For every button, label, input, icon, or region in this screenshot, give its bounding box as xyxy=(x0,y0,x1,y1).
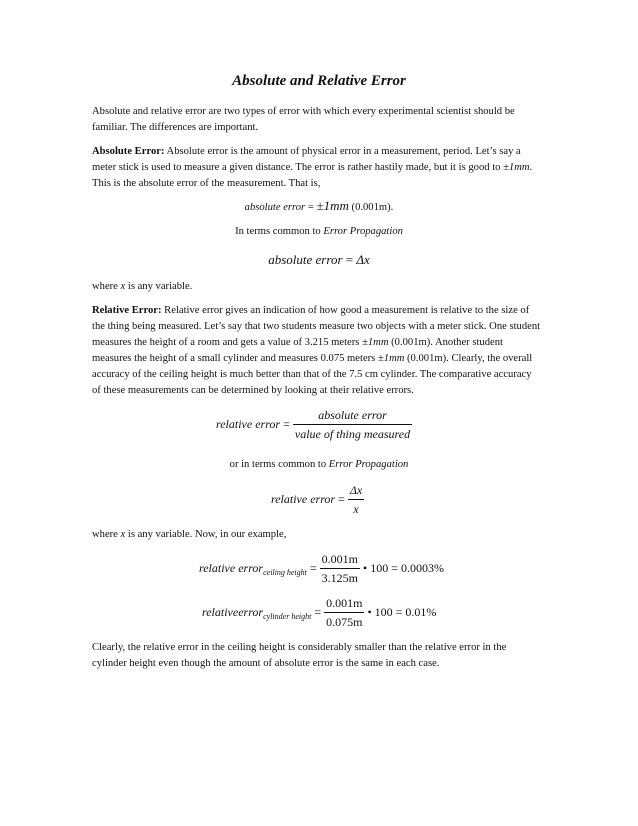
relative-error-paragraph xyxy=(92,303,542,399)
where-2-var: x xyxy=(120,529,126,540)
abs-eq-equals: = xyxy=(305,202,317,213)
conclusion-paragraph: Clearly, the relative error in the ceiling height is considerably smaller than the relative error in the cylinder height even though the amount of absolute error is the same in each case. xyxy=(92,642,507,669)
abs-delta-rhs: Δx xyxy=(356,252,370,267)
where-line-1 xyxy=(92,279,542,295)
cylinder-lhs: relativeerror xyxy=(202,604,264,619)
terms-line-2 xyxy=(0,457,638,473)
ceiling-denominator: 3.125m xyxy=(320,568,360,586)
terms-1-prefix: In terms common to xyxy=(235,226,324,237)
intro-paragraph: Absolute and relative error are two types of error with which every experimental scientist should be familiar. The differences are important. xyxy=(92,106,515,133)
abs-eq-value: ±1mm xyxy=(316,198,349,213)
rel-delta-numerator: Δx xyxy=(349,483,363,497)
relative-text-2: (0.001m). Another student measures the height of a small cylinder and measures 0.075 meters xyxy=(92,337,503,364)
where-1-var: x xyxy=(120,281,126,292)
cylinder-denominator: 0.075m xyxy=(324,612,364,630)
abs-eq-paren: (0.001m). xyxy=(348,202,394,213)
ceiling-example-equation xyxy=(199,552,444,586)
terms-1-italic: Error Propagation xyxy=(323,226,403,237)
relative-error-equation xyxy=(216,408,412,442)
cylinder-example-equation xyxy=(202,596,436,630)
absolute-delta-equation xyxy=(0,252,638,268)
terms-2-italic: Error Propagation xyxy=(328,459,409,470)
absolute-error-pm: ±1mm xyxy=(503,162,530,173)
relative-pm-b: ±1mm xyxy=(377,353,405,364)
where-1-post: is any variable. xyxy=(125,281,193,292)
absolute-error-equation xyxy=(0,198,638,216)
absolute-error-text-1: Absolute error is the amount of physical error in a measurement, period. Let’s say a meter stick is used to measure a given distance. The error is rather hastily made, but it is good to xyxy=(92,146,521,173)
rel-delta-denominator: x xyxy=(348,499,364,517)
absolute-error-text-2: . This is the absolute error of the measurement. That is, xyxy=(92,162,533,189)
rel-eq-fraction xyxy=(293,408,412,442)
rel-eq-numerator: absolute error xyxy=(318,408,387,422)
cylinder-fraction xyxy=(324,596,364,630)
ceiling-tail: • 100 = 0.0003% xyxy=(360,560,444,575)
rel-delta-fraction xyxy=(348,483,364,517)
absolute-error-paragraph xyxy=(92,144,542,192)
ceiling-numerator: 0.001m xyxy=(321,552,358,566)
absolute-error-heading: Absolute Error: xyxy=(92,146,165,157)
rel-eq-equals: = xyxy=(280,416,293,431)
terms-2-prefix: or in terms common to xyxy=(229,459,329,470)
page-title: Absolute and Relative Error xyxy=(232,73,406,89)
ceiling-subscript: ceiling height xyxy=(263,568,307,578)
where-2-post: is any variable. Now, in our example, xyxy=(125,529,287,540)
relative-delta-equation xyxy=(271,483,364,517)
relative-pm-a: ±1mm xyxy=(362,337,389,348)
cylinder-equals: = xyxy=(311,604,325,619)
rel-eq-lhs: relative error xyxy=(216,416,281,431)
ceiling-equals: = xyxy=(306,560,320,575)
abs-eq-lhs: absolute error xyxy=(244,202,306,213)
terms-line-1 xyxy=(0,224,638,240)
ceiling-lhs: relative error xyxy=(199,560,264,575)
relative-error-heading: Relative Error: xyxy=(92,305,162,316)
rel-delta-lhs: relative error xyxy=(271,491,336,506)
relative-text-3: (0.001m). Clearly, the overall accuracy of the ceiling height is much better than that of the 7.5 cm cylinder. The comparative accuracy of these measurements can be determined by looking at their relative errors. xyxy=(92,353,533,396)
relative-text-1: Relative error gives an indication of how good a measurement is relative to the size of the thing being measured. Let’s say that two students measure two objects with a meter stick. One student measures the height of a room and gets a value of 3.215 meters xyxy=(92,305,541,348)
cylinder-subscript: cylinder height xyxy=(263,612,312,622)
rel-eq-denominator: value of thing measured xyxy=(293,424,412,442)
where-line-2 xyxy=(92,527,542,543)
rel-delta-equals: = xyxy=(335,491,348,506)
where-2-pre: where xyxy=(92,529,121,540)
cylinder-numerator: 0.001m xyxy=(326,596,363,610)
where-1-pre: where xyxy=(92,281,121,292)
ceiling-fraction xyxy=(320,552,360,586)
abs-delta-lhs: absolute error xyxy=(268,252,343,267)
cylinder-tail: • 100 = 0.01% xyxy=(364,604,437,619)
abs-delta-equals: = xyxy=(342,252,357,267)
